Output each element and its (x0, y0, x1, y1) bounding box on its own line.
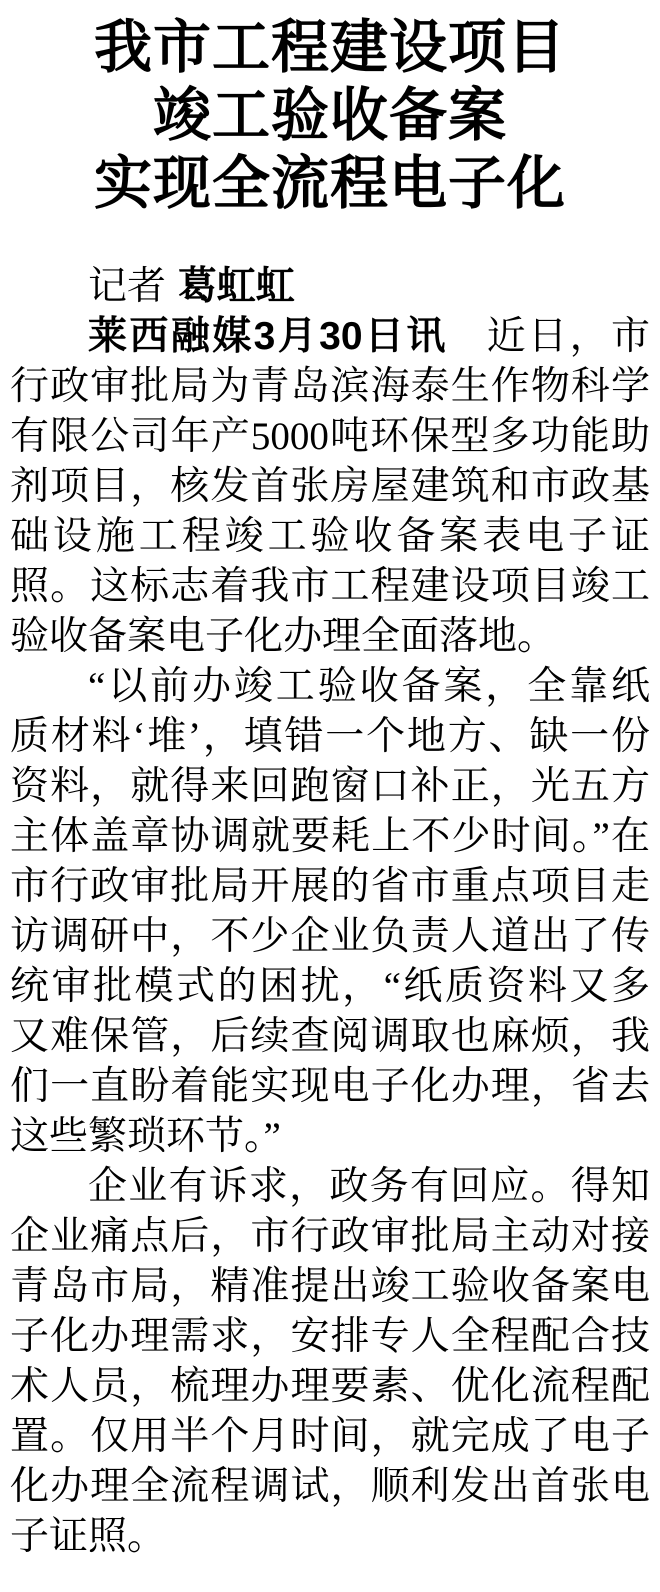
byline (10, 262, 650, 312)
byline-label: 记者 (88, 265, 167, 308)
article-body (10, 262, 650, 1562)
headline-line-1: 我市工程建设项目 (93, 15, 566, 80)
dateline: 莱西融媒3月30日讯 (88, 315, 448, 358)
lead-paragraph (10, 312, 650, 662)
headline-line-2: 竣工验收备案 (152, 83, 507, 148)
byline-author: 葛虹虹 (177, 265, 295, 308)
response-paragraph: 企业有诉求，政务有回应。得知企业痛点后，市行政审批局主动对接青岛市局，精准提出竣工验收备案电子化办理需求，安排专人全程配合技术人员，梳理办理要素、优化流程配置。仅用半个月时间，就完成了电子化办理全流程调试，顺利发出首张电子证照。 (10, 1165, 650, 1558)
article-headline (10, 14, 650, 218)
lead-paragraph-text: 近日，市行政审批局为青岛滨海泰生作物科学有限公司年产5000吨环保型多功能助剂项目，核发首张房屋建筑和市政基础设施工程竣工验收备案表电子证照。这标志着我市工程建设项目竣工验收备案电子化办理全面落地。 (10, 315, 650, 658)
headline-line-3: 实现全流程电子化 (93, 151, 566, 216)
quote-paragraph: “以前办竣工验收备案，全靠纸质材料‘堆’，填错一个地方、缺一份资料，就得来回跑窗口补正，光五方主体盖章协调就要耗上不少时间。”在市行政审批局开展的省市重点项目走访调研中，不少企业负责人道出了传统审批模式的困扰，“纸质资料又多又难保管，后续查阅调取也麻烦，我们一直盼着能实现电子化办理，省去这些繁琐环节。” (10, 665, 650, 1158)
